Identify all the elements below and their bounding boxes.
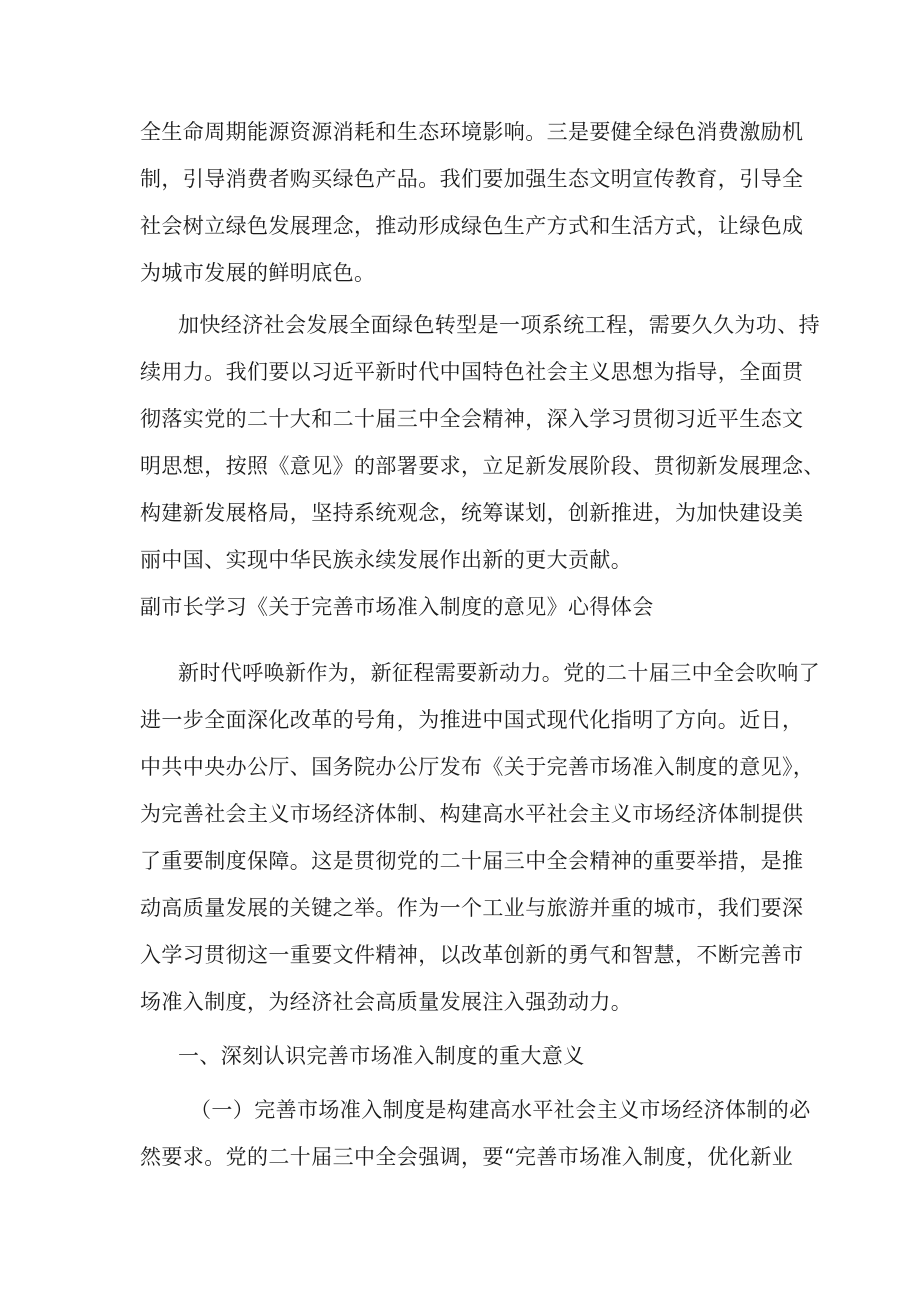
paragraph-line: 入学习贯彻这一重要文件精神，以改革创新的勇气和智慧，不断完善市	[140, 943, 804, 967]
article-title: 副市长学习《关于完善市场准入制度的意见》心得体会	[140, 595, 654, 619]
paragraph-line: 场准入制度，为经济社会高质量发展注入强劲动力。	[140, 990, 633, 1014]
paragraph-line: 动高质量发展的关键之举。作为一个工业与旅游并重的城市，我们要深	[140, 896, 804, 920]
section-heading: 一、深刻认识完善市场准入制度的重大意义	[178, 1044, 585, 1068]
paragraph-line: 丽中国、实现中华民族永续发展作出新的更大贡献。	[140, 548, 633, 572]
paragraph-line: 加快经济社会发展全面绿色转型是一项系统工程，需要久久为功、持	[178, 313, 820, 337]
paragraph-line: 新时代呼唤新作为，新征程需要新动力。党的二十届三中全会吹响了	[178, 661, 820, 685]
paragraph-line: 社会树立绿色发展理念，推动形成绿色生产方式和生活方式，让绿色成	[140, 214, 804, 238]
paragraph-line: 中共中央办公厅、国务院办公厅发布《关于完善市场准入制度的意见》，	[140, 755, 815, 779]
paragraph-line: 明思想，按照《意见》的部署要求，立足新发展阶段、贯彻新发展理念、	[140, 454, 825, 478]
paragraph-line: 制，引导消费者购买绿色产品。我们要加强生态文明宣传教育，引导全	[140, 167, 804, 191]
paragraph-line: 然要求。党的二十届三中全会强调，要“完善市场准入制度，优化新业	[140, 1145, 794, 1169]
paragraph-line: 了重要制度保障。这是贯彻党的二十届三中全会精神的重要举措，是推	[140, 849, 804, 873]
paragraph-line: 全生命周期能源资源消耗和生态环境影响。三是要健全绿色消费激励机	[140, 120, 804, 144]
paragraph-line: 为城市发展的鲜明底色。	[140, 261, 376, 285]
paragraph-line: 彻落实党的二十大和二十届三中全会精神，深入学习贯彻习近平生态文	[140, 407, 804, 431]
paragraph-line: （一）完善市场准入制度是构建高水平社会主义市场经济体制的必	[190, 1098, 811, 1122]
paragraph-line: 构建新发展格局，坚持系统观念，统筹谋划，创新推进，为加快建设美	[140, 501, 804, 525]
paragraph-line: 进一步全面深化改革的号角，为推进中国式现代化指明了方向。近日，	[140, 708, 804, 732]
paragraph-line: 续用力。我们要以习近平新时代中国特色社会主义思想为指导，全面贯	[140, 360, 804, 384]
paragraph-line: 为完善社会主义市场经济体制、构建高水平社会主义市场经济体制提供	[140, 802, 804, 826]
